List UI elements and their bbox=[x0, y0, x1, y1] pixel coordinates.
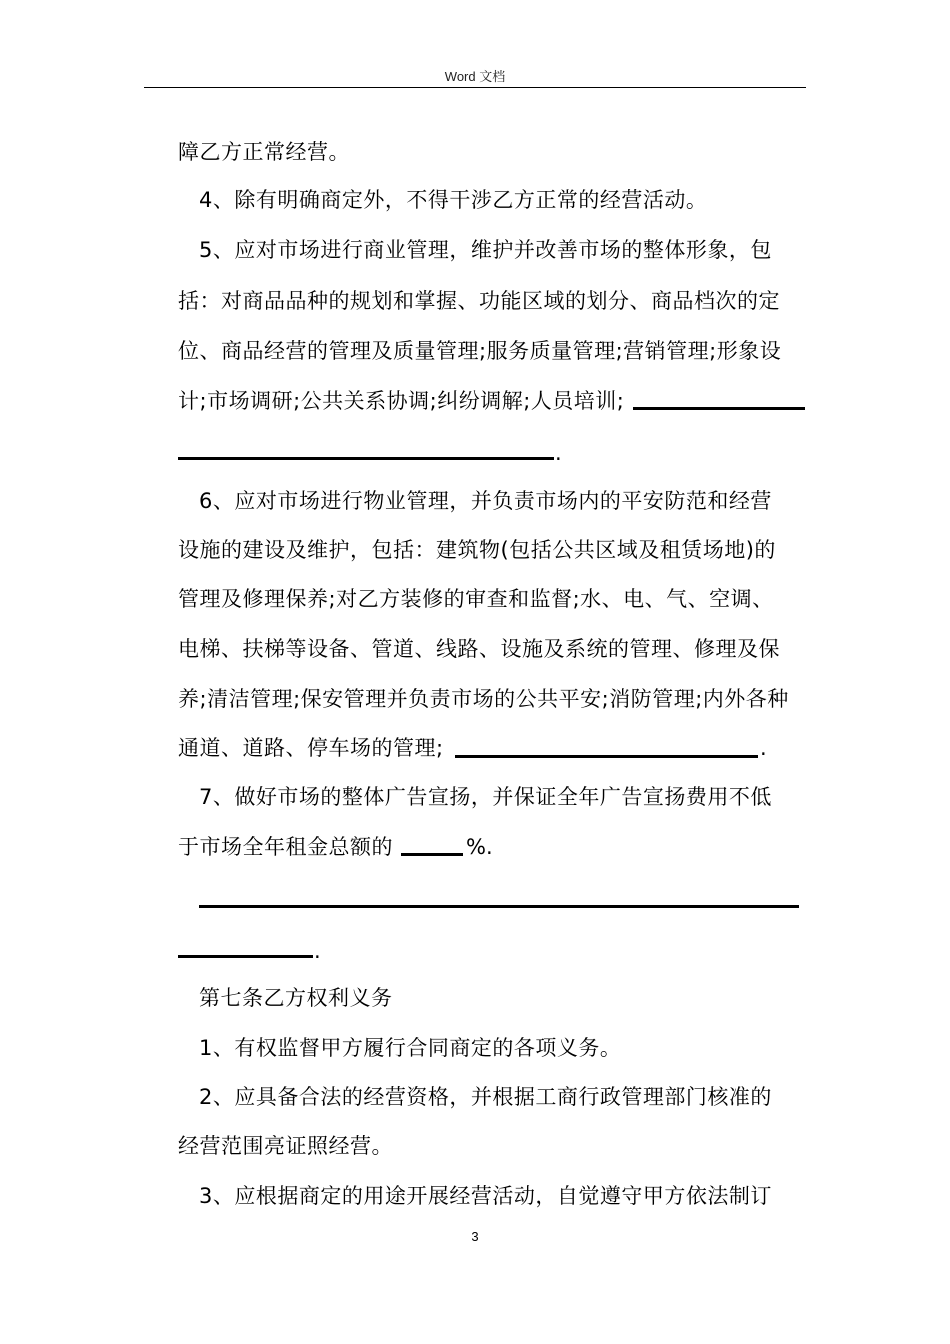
paragraph-line: 于市场全年租金总额的 bbox=[178, 835, 393, 859]
paragraph-line: 1、有权监督甲方履行合同商定的各项义务。 bbox=[199, 1036, 622, 1060]
paragraph-line: 5、应对市场进行商业管理，维护并改善市场的整体形象，包 bbox=[199, 238, 772, 262]
paragraph-line: 4、除有明确商定外，不得干涉乙方正常的经营活动。 bbox=[199, 188, 708, 212]
fill-in-blank bbox=[178, 457, 554, 460]
paragraph-line: 6、应对市场进行物业管理，并负责市场内的平安防范和经营 bbox=[199, 489, 772, 513]
blank-terminator: . bbox=[314, 939, 321, 963]
paragraph-line: 计;市场调研;公共关系协调;纠纷调解;人员培训; bbox=[178, 389, 625, 413]
paragraph-line: 通道、道路、停车场的管理; bbox=[178, 736, 444, 760]
paragraph-line: 设施的建设及维护，包括：建筑物(包括公共区域及租赁场地)的 bbox=[178, 538, 776, 562]
paragraph-line: 管理及修理保养;对乙方装修的审查和监督;水、电、气、空调、 bbox=[178, 587, 774, 611]
paragraph-line: 7、做好市场的整体广告宣扬，并保证全年广告宣扬费用不低 bbox=[199, 785, 772, 809]
document-header: Word 文档 bbox=[444, 69, 506, 84]
paragraph-line: 电梯、扶梯等设备、管道、线路、设施及系统的管理、修理及保 bbox=[178, 637, 780, 661]
paragraph-line: 位、商品经营的管理及质量管理;服务质量管理;营销管理;形象设 bbox=[178, 339, 782, 363]
fill-in-blank bbox=[199, 905, 799, 908]
fill-in-blank bbox=[455, 755, 758, 758]
paragraph-line: 经营范围亮证照经营。 bbox=[178, 1134, 393, 1158]
percent-suffix: %. bbox=[466, 835, 493, 859]
fill-in-blank bbox=[401, 853, 463, 856]
section-heading: 第七条乙方权利义务 bbox=[199, 986, 393, 1010]
blank-terminator: . bbox=[555, 441, 562, 465]
blank-terminator: . bbox=[760, 736, 767, 760]
header-divider bbox=[144, 87, 806, 88]
paragraph-line: 养;清洁管理;保安管理并负责市场的公共平安;消防管理;内外各种 bbox=[178, 687, 789, 711]
paragraph-line: 障乙方正常经营。 bbox=[178, 140, 350, 164]
fill-in-blank bbox=[633, 407, 805, 410]
paragraph-line: 3、应根据商定的用途开展经营活动，自觉遵守甲方依法制订 bbox=[199, 1184, 772, 1208]
paragraph-line: 括：对商品品种的规划和掌握、功能区域的划分、商品档次的定 bbox=[178, 289, 780, 313]
page-number: 3 bbox=[471, 1229, 479, 1244]
fill-in-blank bbox=[178, 955, 313, 958]
paragraph-line: 2、应具备合法的经营资格，并根据工商行政管理部门核准的 bbox=[199, 1085, 772, 1109]
